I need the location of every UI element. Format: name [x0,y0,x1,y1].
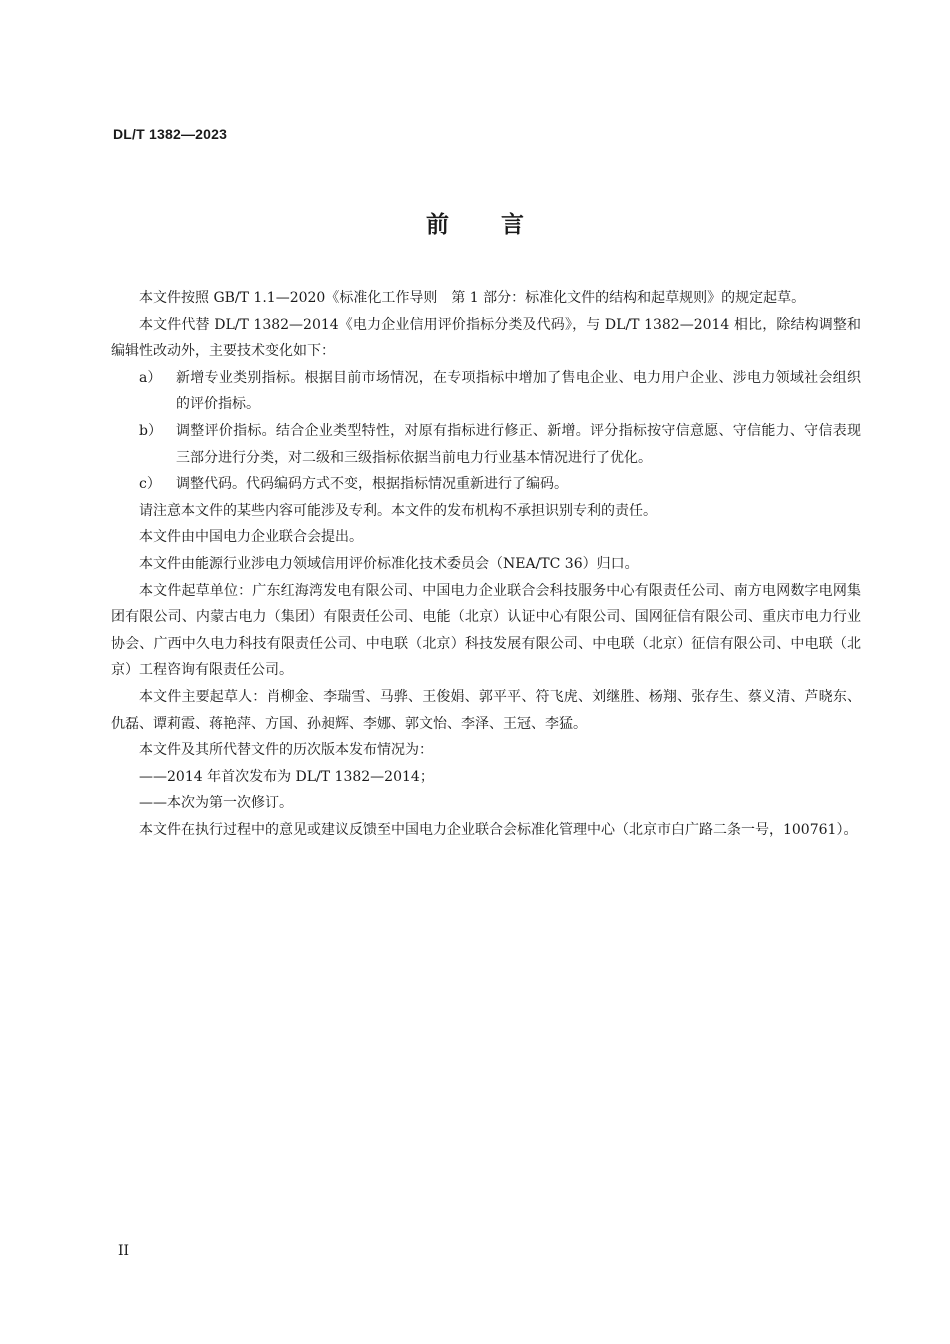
paragraph-drafting-units: 本文件起草单位：广东红海湾发电有限公司、中国电力企业联合会科技服务中心有限责任公司、南方电网数字电网集团有限公司、内蒙古电力（集团）有限责任公司、电能（北京）认证中心有限公司、国网征信有限公司、重庆市电力行业协会、广西中久电力科技有限责任公司、中电联（北京）科技发展有限公司、中电联（北京）征信有限公司、中电联（北京）工程咨询有限责任公司。 [111,582,861,679]
title-char-1: 前 [426,212,449,238]
page-title [0,206,950,239]
change-item-label: a） [139,369,162,386]
foreword-body [111,285,861,843]
change-item-label: b） [139,422,162,439]
paragraph-replaces: 本文件代替 DL/T 1382—2014《电力企业信用评价指标分类及代码》，与 DL/T 1382—2014 相比，除结构调整和编辑性改动外，主要技术变化如下： [111,316,861,360]
change-item-text: 调整评价指标。结合企业类型特性，对原有指标进行修正、新增。评分指标按守信意愿、守信能力、守信表现三部分进行分类，对二级和三级指标依据当前电力行业基本情况进行了优化。 [176,422,861,466]
paragraph-committee: 本文件由能源行业涉电力领域信用评价标准化技术委员会（NEA/TC 36）归口。 [139,555,639,572]
change-item-b [139,418,861,471]
title-char-2: 言 [501,212,524,238]
change-item-text: 调整代码。代码编码方式不变，根据指标情况重新进行了编码。 [176,476,568,493]
history-item: ——本次为第一次修订。 [139,795,293,812]
paragraph-patent-notice: 请注意本文件的某些内容可能涉及专利。本文件的发布机构不承担识别专利的责任。 [139,502,657,519]
paragraph-drafters: 本文件主要起草人：肖柳金、李瑞雪、马骅、王俊娟、郭平平、符飞虎、刘继胜、杨翔、张存生、蔡义清、芦晓东、仇磊、谭莉霞、蒋艳萍、方国、孙昶辉、李娜、郭文怡、李泽、王冠、李猛。 [111,688,861,732]
paragraph-proposer: 本文件由中国电力企业联合会提出。 [139,529,363,546]
paragraph-feedback: 本文件在执行过程中的意见或建议反馈至中国电力企业联合会标准化管理中心（北京市白广路二条一号，100761）。 [139,821,858,838]
history-item: ——2014 年首次发布为 DL/T 1382—2014； [139,768,434,785]
change-item-text: 新增专业类别指标。根据目前市场情况，在专项指标中增加了售电企业、电力用户企业、涉电力领域社会组织的评价指标。 [176,369,861,413]
change-item-label: c） [139,476,161,493]
change-item-a [139,365,861,418]
document-code: DL/T 1382—2023 [113,126,228,142]
paragraph-history-intro: 本文件及其所代替文件的历次版本发布情况为： [139,742,433,759]
paragraph-drafting-rules: 本文件按照 GB/T 1.1—2020《标准化工作导则 第 1 部分：标准化文件的结构和起草规则》的规定起草。 [139,290,806,306]
change-item-c [139,471,861,498]
page-number: II [118,1243,130,1259]
